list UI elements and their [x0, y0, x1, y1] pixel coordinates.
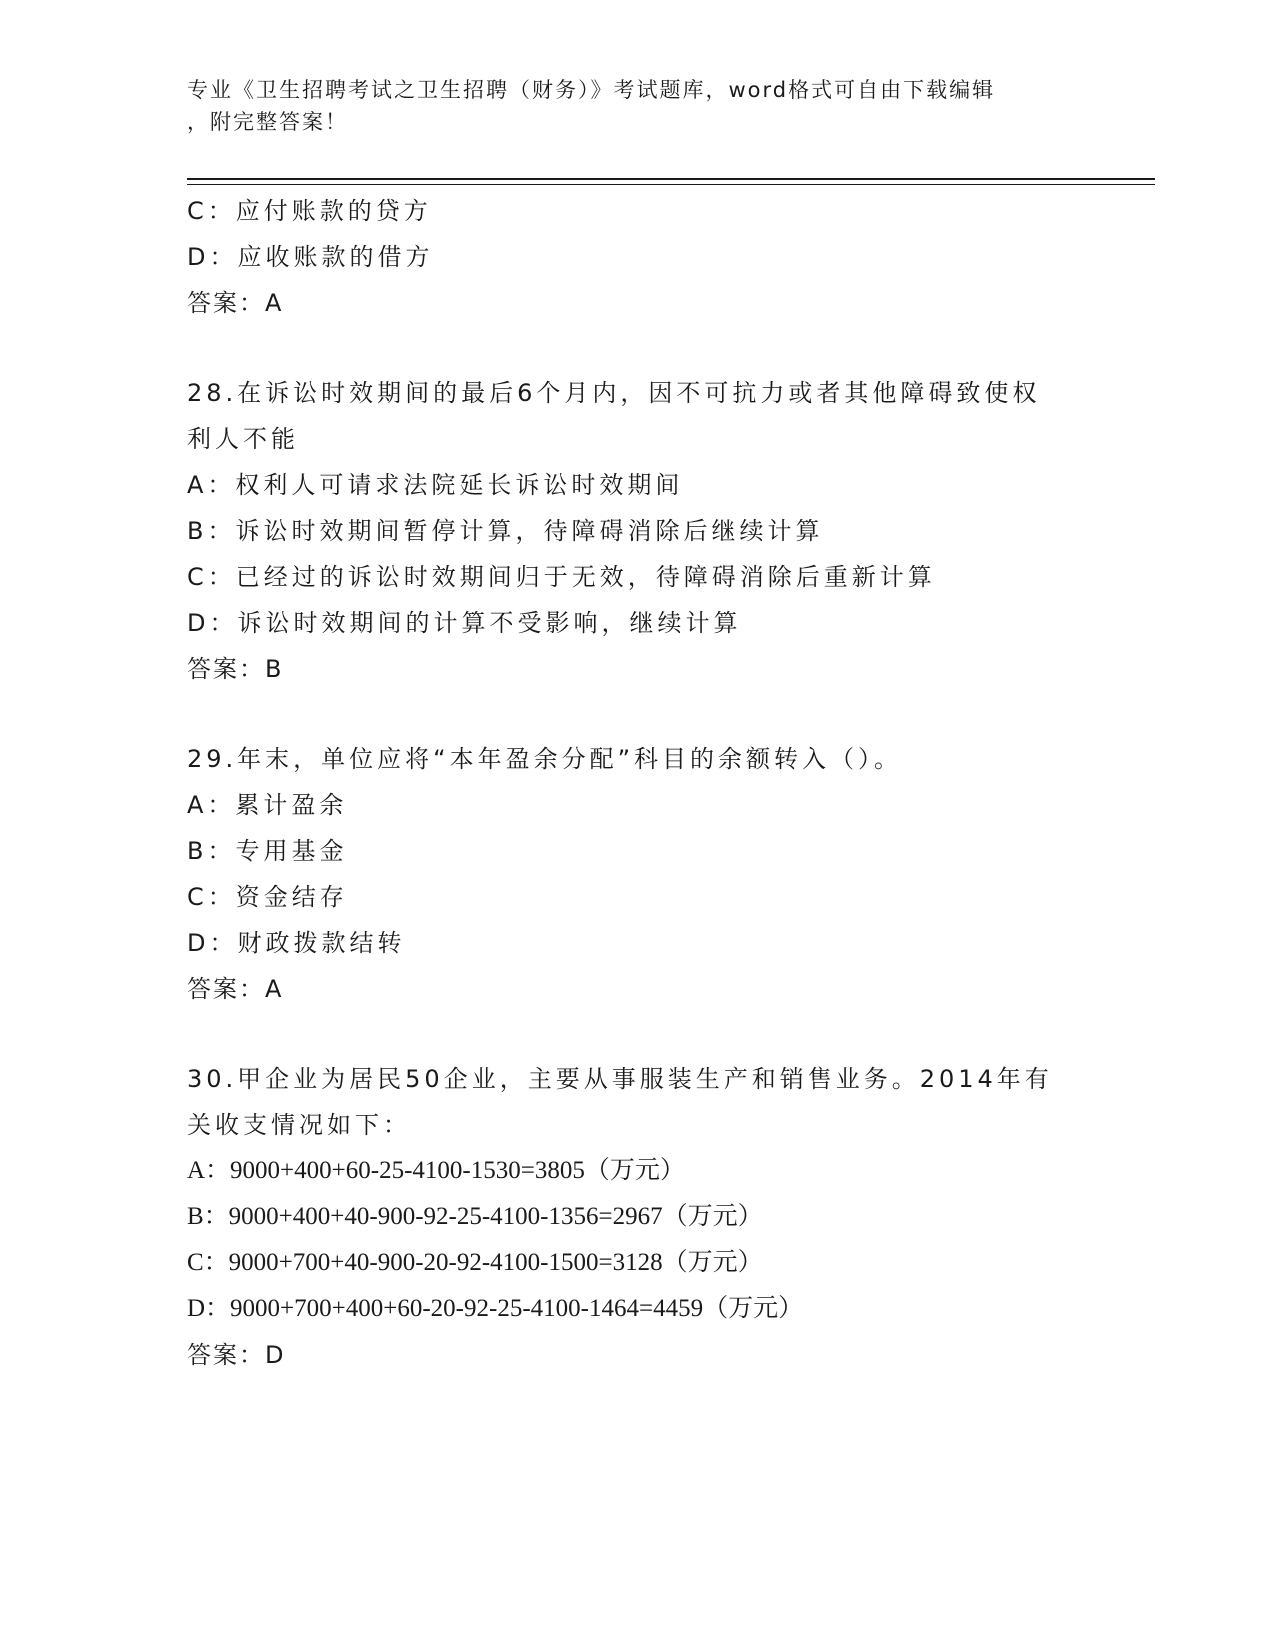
- option-a: A：权利人可请求法院延长诉讼时效期间: [187, 471, 684, 499]
- header-divider-thin: [187, 184, 1155, 185]
- option-b: B：专用基金: [187, 837, 348, 865]
- answer: 答案：D: [187, 1341, 286, 1369]
- answer: 答案：A: [187, 975, 284, 1003]
- question-list: [187, 188, 1087, 1378]
- question-stem: 30.甲企业为居民50企业，主要从事服装生产和销售业务。2014年有: [187, 1065, 1053, 1093]
- option-c: C：应付账款的贷方: [187, 197, 432, 225]
- option-d: D：财政拨款结转: [187, 929, 406, 957]
- question-stem: 28.在诉讼时效期间的最后6个月内，因不可抗力或者其他障碍致使权: [187, 379, 1041, 407]
- header-divider-thick: [187, 178, 1155, 180]
- answer: 答案：B: [187, 655, 284, 683]
- option-c: C：资金结存: [187, 883, 348, 911]
- question-29: [187, 736, 1087, 1012]
- header-line-2: ，附完整答案！: [187, 110, 348, 134]
- option-c: C：已经过的诉讼时效期间归于无效，待障碍消除后重新计算: [187, 563, 936, 591]
- option-a: A：9000+400+60-25-4100-1530=3805（万元）: [187, 1157, 685, 1184]
- question-30: [187, 1056, 1087, 1378]
- question-stem: 29.年末，单位应将“本年盈余分配”科目的余额转入（）。: [187, 745, 903, 773]
- option-d: D：诉讼时效期间的计算不受影响，继续计算: [187, 609, 742, 637]
- option-d: D：9000+700+400+60-20-92-25-4100-1464=4459（万元）: [187, 1295, 804, 1322]
- question-stem-continued: 关收支情况如下：: [187, 1111, 411, 1139]
- header-line-1: 专业《卫生招聘考试之卫生招聘（财务）》考试题库，word格式可自由下载编辑: [187, 78, 996, 102]
- document-header: [187, 74, 1067, 138]
- answer: 答案：A: [187, 289, 284, 317]
- question-stem-continued: 利人不能: [187, 425, 299, 453]
- option-c: C：9000+700+40-900-20-92-4100-1500=3128（万元）: [187, 1249, 763, 1276]
- option-a: A：累计盈余: [187, 791, 348, 819]
- option-b: B：诉讼时效期间暂停计算，待障碍消除后继续计算: [187, 517, 824, 545]
- option-b: B：9000+400+40-900-92-25-4100-1356=2967（万元）: [187, 1203, 763, 1230]
- option-d: D：应收账款的借方: [187, 243, 434, 271]
- question-28: [187, 370, 1087, 692]
